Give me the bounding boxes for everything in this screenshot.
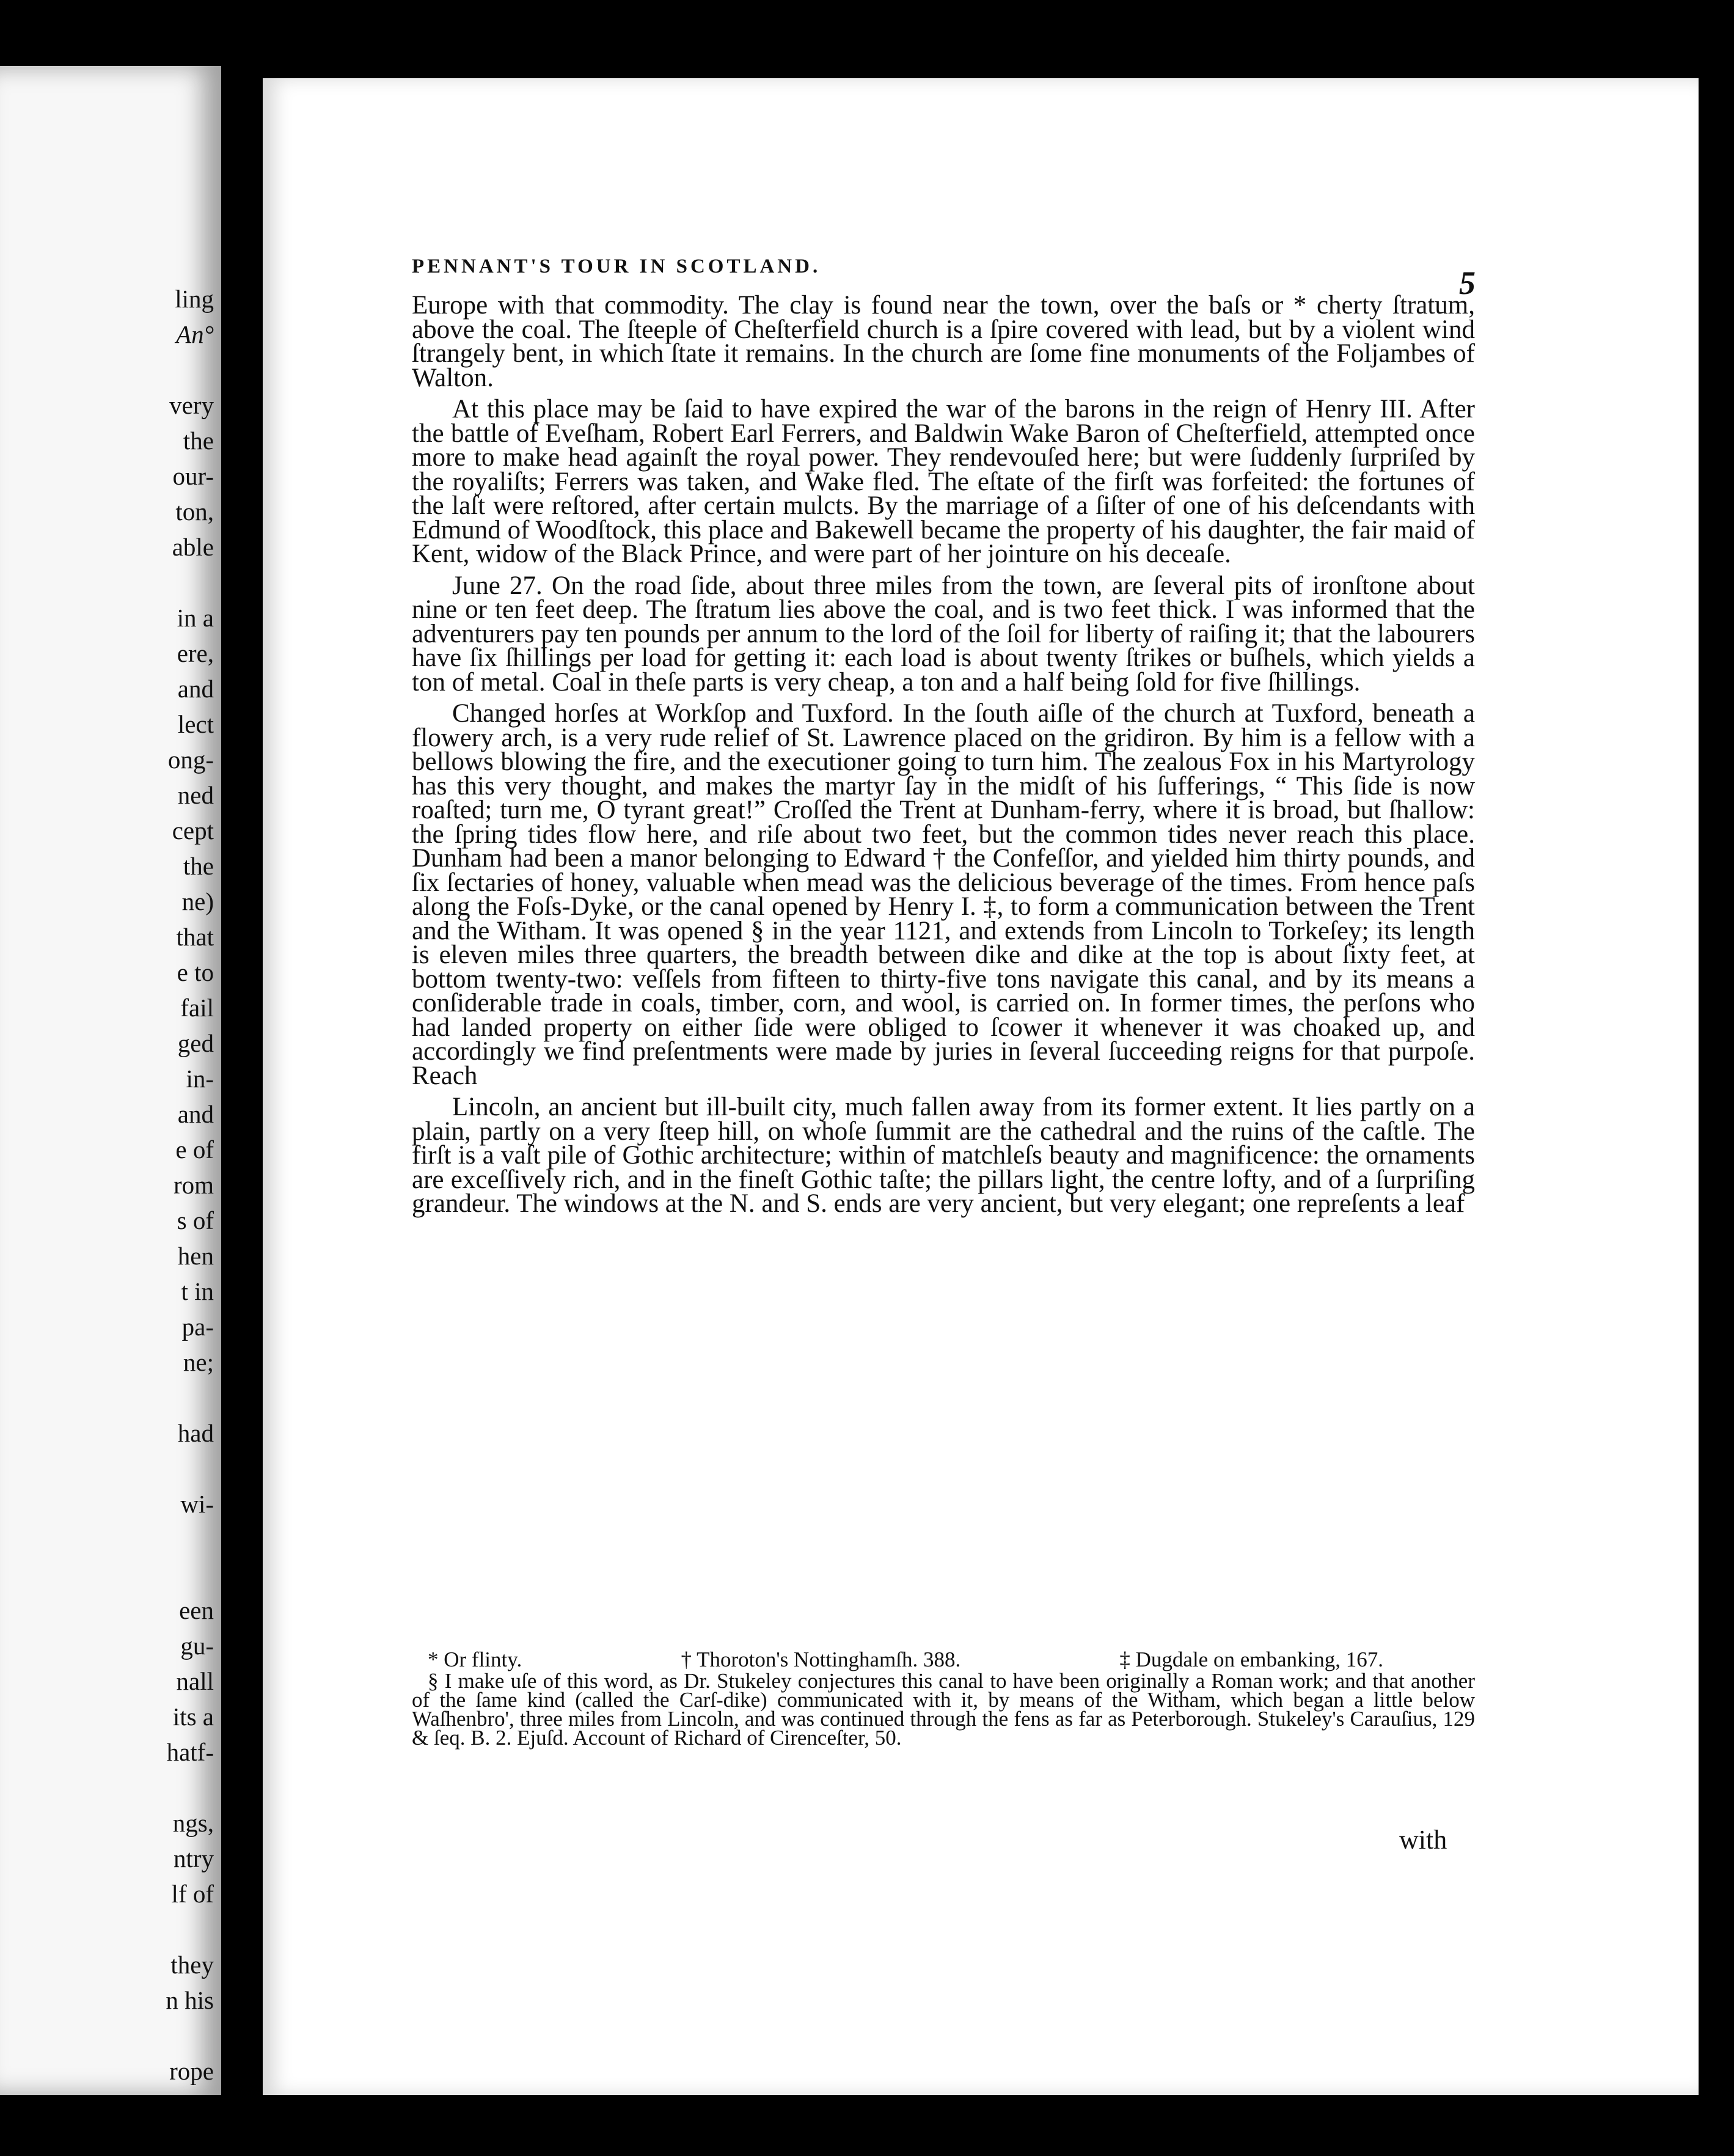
catchword: with <box>1399 1825 1447 1855</box>
left-margin-fragment: nall <box>176 1667 214 1695</box>
left-margin-fragment: and <box>177 1100 214 1128</box>
left-margin-fragment: ling <box>175 285 214 313</box>
page-number: 5 <box>1459 265 1476 301</box>
body-text <box>412 293 1475 1216</box>
left-margin-fragment <box>0 1522 214 1557</box>
left-margin-fragment: rom <box>173 1171 214 1199</box>
left-margin-fragment <box>0 1451 214 1486</box>
left-margin-fragment <box>0 565 214 600</box>
left-margin-fragment <box>0 1770 214 1805</box>
left-margin-fragment: cept <box>172 816 214 845</box>
paragraph: At this place may be ſaid to have expired the war of the barons in the reign of Henry III. After the battle of Eveſham, Robert Earl Ferrers, and Baldwin Wake Baron of Cheſterfield, attempted once more to make head againſt the royal power. They rendevouſed here; but were ſuddenly ſurpriſed by the royaliſts; Ferrers was taken, and Wake fled. The eſtate of the firſt was forfeited: the fortunes of the laſt were reſtored, after certain mulcts. By the marriage of a ſiſter of one of his deſcendants with Edmund of Woodſtock, this place and Bakewell became the property of his daughter, the fair maid of Kent, widow of the Black Prince, and were part of her jointure on his deceaſe. <box>412 395 1475 568</box>
left-margin-fragment: fail <box>180 994 214 1022</box>
left-margin-fragment <box>0 1380 214 1415</box>
left-margin-fragment: ged <box>177 1029 214 1057</box>
left-margin-fragment: ne) <box>181 887 214 915</box>
left-margin-fragment: lect <box>177 710 214 738</box>
running-header: PENNANT'S TOUR IN SCOTLAND. <box>412 255 821 277</box>
left-margin-fragment: ton, <box>175 497 214 526</box>
footnote: ‡ Dugdale on embanking, 167. <box>1119 1648 1383 1671</box>
paragraph: June 27. On the road ſide, about three miles from the town, are ſeveral pits of ironſtone about nine or ten feet deep. The ſtratum lies above the coal, and is two feet thick. I was informed that the adventurers pay ten pounds per annum to the lord of the ſoil for liberty of raiſing it; that the labourers have ſix ſhillings per load for getting it: each load is about twenty ſtrikes or buſhels, which yields a ton of metal. Coal in theſe parts is very cheap, a ton and a half being ſold for five ſhillings. <box>412 571 1475 697</box>
left-margin-fragment: e of <box>175 1135 214 1164</box>
footnote: * Or flinty. <box>428 1648 522 1671</box>
paragraph: Changed horſes at Workſop and Tuxford. In the ſouth aiſle of the church at Tuxford, beneath a flowery arch, is a very rude relief of St. Lawrence placed on the gridiron. By him is a fellow with a bellows blowing the fire, and the executioner going to turn him. The zealous Fox in his Martyrology has this very thought, and makes the martyr ſay in the midſt of his ſufferings, “ This ſide is now roaſted; turn me, O tyrant great!” Croſſed the Trent at Dunham-ferry, where it is broad, but ſhallow: the ſpring tides flow here, and riſe about two feet, but the common tides never reach this place. Dunham had been a manor belonging to Edward † the Confeſſor, and yielded him thirty pounds, and ſix ſectaries of honey, valuable when mead was the delicious beverage of the times. From hence paſs along the Foſs-Dyke, or the canal opened by Henry I. ‡, to form a communication between the Trent and the Witham. It was opened § in the year 1121, and extends from Lincoln to Torkeſey; its length is eleven miles three quarters, the breadth between dike and dike at the top is about ſixty feet, at bottom twenty-two: veſſels from fifteen to thirty-five tons navigate this canal, and by its means a conſiderable trade in coals, timber, corn, and wool, is carried on. In former times, the perſons who had landed property on either ſide were obliged to ſcower it whenever it was choaked up, and accordingly we find preſentments were made by juries in ſeveral ſucceeding reigns for that purpoſe. Reach <box>412 699 1475 1090</box>
paragraph: Lincoln, an ancient but ill-built city, much fallen away from its former extent. It lies partly on a plain, partly on a very ſteep hill, on whoſe ſummit are the cathedral and the ruins of the caſtle. The firſt is a vaſt pile of Gothic architecture; within of matchleſs beauty and magnificence: the ornaments are exceſſively rich, and in the fineſt Gothic taſte; the pillars light, the centre lofty, and of a ſurpriſing grandeur. The windows at the N. and S. ends are very ancient, but very elegant; one repreſents a leaf <box>412 1093 1475 1218</box>
left-margin-fragment: our- <box>172 462 214 490</box>
left-margin-fragment: ong- <box>167 746 214 774</box>
left-margin-fragment <box>0 352 214 387</box>
left-margin-fragment: very <box>169 391 214 419</box>
left-margin-fragment: t in <box>181 1277 214 1305</box>
left-margin-fragment: the <box>183 427 214 455</box>
left-margin-fragment: they <box>170 1951 214 1979</box>
left-margin-fragment: ned <box>177 781 214 809</box>
left-margin-fragment: ngs, <box>172 1809 214 1837</box>
footnote: † Thoroton's Nottinghamſh. 388. <box>681 1648 961 1671</box>
left-margin-fragment <box>0 1912 214 1947</box>
left-margin-fragment: and <box>177 675 214 703</box>
left-page <box>0 66 221 2095</box>
left-margin-fragment: lf of <box>171 1880 214 1908</box>
left-margin-fragment <box>0 1557 214 1593</box>
footnote: § I make uſe of this word, as Dr. Stukeley conjectures this canal to have been originally a Roman work; and that another of the ſame kind (called the Carſ-dike) communicated with it, by means of the Witham, which began a little below Waſhenbro', three miles from Lincoln, and was continued through the fens as far as Peterborough. Stukeley's Carauſius, 129 & ſeq. B. 2. Ejuſd. Account of Richard of Cirenceſter, 50. <box>412 1669 1475 1750</box>
left-margin-fragment: hatf- <box>166 1738 214 1766</box>
paragraph: Europe with that commodity. The clay is found near the town, over the baſs or * cherty ſtratum, above the coal. The ſteeple of Cheſterfield church is a ſpire covered with lead, but by a violent wind ſtrangely bent, in which ſtate it remains. In the church are ſome fine monuments of the Foljambes of Walton. <box>412 291 1475 392</box>
left-margin-fragment: gu- <box>180 1632 214 1660</box>
left-margin-fragment: een <box>179 1596 214 1624</box>
left-margin-fragment: rope <box>169 2057 214 2085</box>
left-margin-fragment: hen <box>177 1242 214 1270</box>
footnotes <box>412 1648 1475 1750</box>
left-page-text-fragments <box>0 281 214 2089</box>
left-margin-fragment: ntry <box>173 1844 214 1872</box>
left-margin-fragment: its a <box>172 1703 214 1731</box>
left-margin-fragment: s of <box>177 1206 214 1234</box>
left-margin-fragment: An° <box>176 320 214 348</box>
left-margin-fragment: in- <box>186 1065 214 1093</box>
left-margin-fragment: n his <box>166 1986 214 2014</box>
left-margin-fragment: the <box>183 852 214 880</box>
left-margin-fragment: able <box>172 533 214 561</box>
left-margin-fragment: had <box>177 1419 214 1447</box>
left-margin-fragment: ere, <box>177 639 214 667</box>
left-margin-fragment: e to <box>177 958 214 986</box>
left-margin-fragment: that <box>176 923 214 951</box>
left-margin-fragment: pa- <box>181 1313 214 1341</box>
left-margin-fragment: wi- <box>180 1490 214 1518</box>
left-margin-fragment: ne; <box>183 1348 214 1376</box>
left-margin-fragment <box>0 2018 214 2053</box>
left-margin-fragment: in a <box>177 604 214 632</box>
